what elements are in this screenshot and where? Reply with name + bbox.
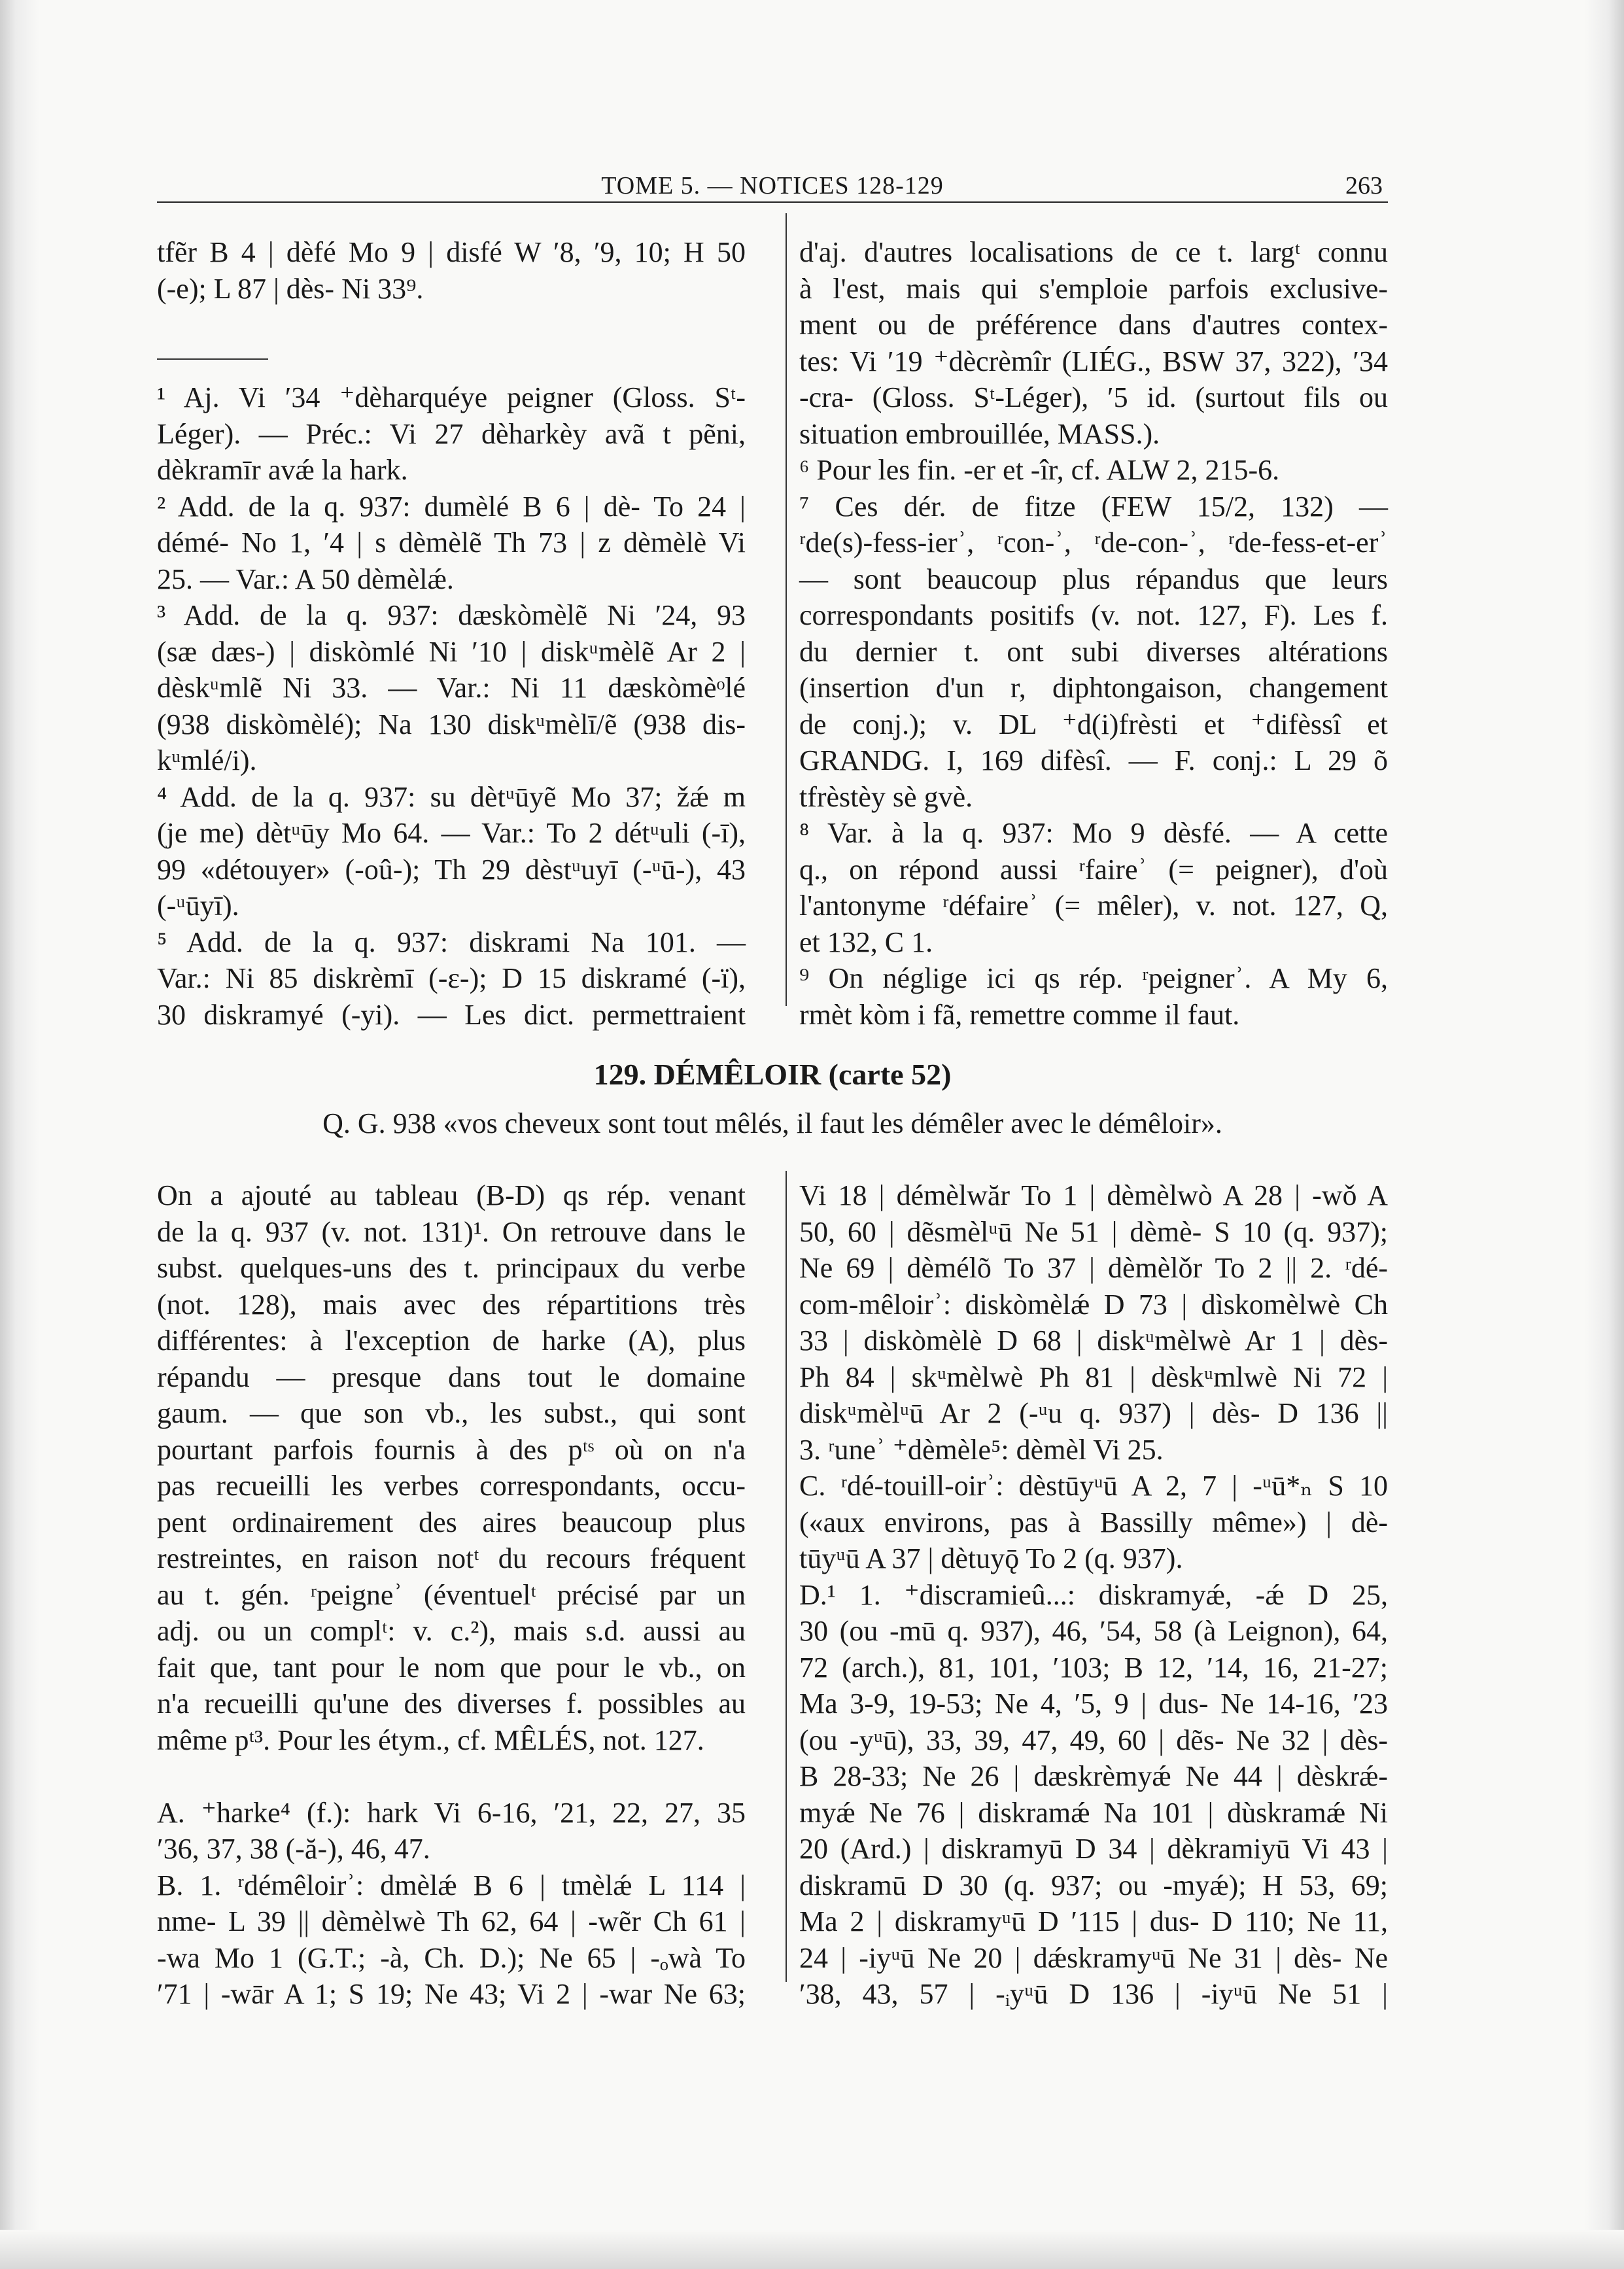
footnote-line: correspondants positifs (v. not. 127, F). Les f. [799, 599, 1388, 631]
running-title: TOME 5. — NOTICES 128-129 [601, 172, 944, 199]
text-line: -cra- (Gloss. Sᵗ-Léger), ʹ5 id. (surtout fils ou [799, 381, 1388, 413]
footnote-line: ʳde(s)-fess-ierʾ, ʳcon-ʾ, ʳde-con-ʾ, ʳde-fess-et-erʾ [799, 527, 1388, 559]
text-line: 30 (ou -mū q. 937), 46, ʹ54, 58 (à Leignon), 64, [799, 1615, 1388, 1647]
column-divider [786, 1171, 787, 1982]
text-line: répandu — presque dans tout le domaine [157, 1360, 746, 1393]
text-line: diskramū D 30 (q. 937; ou -myǽ); H 53, 69; [799, 1869, 1388, 1901]
text-line: tes: Vi ʹ19 ⁺dècrèmîr (LIÉG., BSW 37, 322), ʹ34 [799, 345, 1388, 377]
footnote-line: ⁴ Add. de la q. 937: su dètᵘūyẽ Mo 37; žǽ m [157, 780, 746, 813]
text-line: diskᵘmèlᵘū Ar 2 (-ᵘu q. 937) | dès- D 136 || [799, 1397, 1388, 1429]
footnote-line: kᵘmlé/i). [157, 744, 257, 776]
scan-bottom-edge-shadow [0, 2230, 1624, 2269]
text-line: pas recueilli les verbes correspondants, occu- [157, 1470, 746, 1502]
footnote-line: (je me) dètᵘūy Mo 64. — Var.: To 2 détᵘuli (-ī), [157, 817, 746, 849]
footnote-line: dèkramīr avǽ la hark. [157, 454, 408, 486]
text-line: Ne 69 | dèmélõ To 37 | dèmèlǒr To 2 || 2. ʳdé- [799, 1252, 1388, 1284]
footnote-line: ¹ Aj. Vi ʹ34 ⁺dèharquéye peigner (Gloss. Sᵗ- [157, 381, 746, 413]
text-line: On a ajouté au tableau (B-D) qs rép. venant [157, 1179, 746, 1211]
text-line: tfẽr B 4 | dèfé Mo 9 | disfé W ʹ8, ʹ9, 10; H 50 [157, 236, 746, 268]
footnote-line: et 132, C 1. [799, 926, 933, 958]
text-line: (-e); L 87 | dès- Ni 33⁹. [157, 272, 424, 305]
page-header [157, 169, 1388, 203]
text-line: ʹ36, 37, 38 (-ă-), 46, 47. [157, 1833, 430, 1865]
footnote-line: 30 diskramyé (-yi). — Les dict. permettraient [157, 998, 746, 1031]
text-line: 3. ʳuneʾ ⁺dèmèle⁵: dèmèl Vi 25. [799, 1433, 1164, 1466]
blank-line [157, 1758, 746, 1795]
questionnaire-line: Q. G. 938 «vos cheveux sont tout mêlés, il faut les démêler avec le démêloir». [322, 1107, 1222, 1139]
footnote-line: (938 diskòmèlé); Na 130 diskᵘmèlī/ẽ (938 dis- [157, 708, 746, 740]
footnote-line: ⁷ Ces dér. de fitze (FEW 15/2, 132) — [799, 490, 1388, 523]
footnote-line: du dernier t. ont subi diverses altérations [799, 635, 1388, 668]
footnote-line: (-ᵘūyī). [157, 890, 239, 922]
text-line: pent ordinairement des aires beaucoup plus [157, 1506, 746, 1538]
footnote-line: (insertion d'un r, diphtongaison, changement [799, 672, 1388, 704]
text-line: B. 1. ʳdémêloirʾ: dmèlǽ B 6 | tmèlǽ L 114 | [157, 1869, 746, 1901]
footnote-line: (sæ dæs-) | diskòmlé Ni ʹ10 | diskᵘmèlẽ Ar 2 | [157, 635, 746, 668]
footnote-line: GRANDG. I, 169 difèsî. — F. conj.: L 29 õ [799, 744, 1388, 776]
text-line: même pᵗ³. Pour les étym., cf. MÊLÉS, not. 127. [157, 1723, 704, 1756]
text-line: nme- L 39 || dèmèlwè Th 62, 64 | -wẽr Ch 61 | [157, 1905, 746, 1937]
footnote-line: Var.: Ni 85 diskrèmī (-ɛ-); D 15 diskramé (-ï), [157, 962, 746, 994]
text-line: A. ⁺harke⁴ (f.): hark Vi 6-16, ʹ21, 22, 27, 35 [157, 1796, 746, 1829]
footnote-line: démé- No 1, ʹ4 | s dèmèlẽ Th 73 | z dèmèlè Vi [157, 527, 746, 559]
footnote-line: ⁶ Pour les fin. -er et -îr, cf. ALW 2, 215-6. [799, 454, 1280, 486]
text-line: 33 | diskòmèlè D 68 | diskᵘmèlwè Ar 1 | dès- [799, 1325, 1388, 1357]
page-number: 263 [1345, 172, 1383, 199]
text-line: -wa Mo 1 (G.T.; -à, Ch. D.); Ne 65 | -ₒwà To [157, 1941, 746, 1974]
text-line: à l'est, mais qui s'emploie parfois exclusive- [799, 272, 1388, 305]
footnote-line: tfrèstèy sè gvè. [799, 780, 973, 813]
text-line: («aux environs, pas à Bassilly même») | dè- [799, 1506, 1388, 1538]
text-line: au t. gén. ʳpeigneʾ (éventuelᵗ précisé par un [157, 1578, 746, 1611]
footnote-line: rmèt kòm i fã, remettre comme il faut. [799, 998, 1240, 1031]
text-line: B 28-33; Ne 26 | dæskrèmyǽ Ne 44 | dèskrǽ- [799, 1760, 1388, 1792]
notice-heading: 129. DÉMÊLOIR (carte 52) [593, 1058, 952, 1091]
footnote-line: ² Add. de la q. 937: dumèlé B 6 | dè- To 24 | [157, 490, 746, 523]
footnote-line: 99 «détouyer» (-oû-); Th 29 dèstᵘuyī (-ᵘū-), 43 [157, 853, 746, 886]
footnote-line: — sont beaucoup plus répandus que leurs [799, 563, 1388, 595]
text-line: com-mêloirʾ: diskòmèlǽ D 73 | dìskomèlwè Ch [799, 1288, 1388, 1321]
text-line: 24 | -iyᵘū Ne 20 | dǽskramyᵘū Ne 31 | dès- Ne [799, 1941, 1388, 1974]
footnote-rule [157, 358, 268, 360]
text-line: (ou -yᵘū), 33, 39, 47, 49, 60 | dẽs- Ne 32 | dès- [799, 1723, 1388, 1756]
text-line: tūyᵘū A 37 | dètuyǭ To 2 (q. 937). [799, 1542, 1183, 1574]
footnote-line: de conj.); v. DL ⁺d(i)frèsti et ⁺difèssî et [799, 708, 1388, 740]
text-line: subst. quelques-uns des t. principaux du verbe [157, 1252, 746, 1284]
text-line: (not. 128), mais avec des répartitions très [157, 1288, 746, 1321]
scan-right-edge-shadow [1585, 0, 1624, 2269]
footnote-line: Léger). — Préc.: Vi 27 dèharkèy avã t pẽni, [157, 417, 746, 450]
text-line: fait que, tant pour le nom que pour le vb., on [157, 1651, 746, 1684]
footnote-line: ⁹ On néglige ici qs rép. ʳpeignerʾ. A My 6, [799, 962, 1388, 994]
right-column-top [799, 234, 1388, 1033]
footnote-line: 25. — Var.: A 50 dèmèlǽ. [157, 563, 454, 595]
text-line: 50, 60 | dẽsmèlᵘū Ne 51 | dèmè- S 10 (q. 937); [799, 1215, 1388, 1248]
text-line: différentes: à l'exception de harke (A), plus [157, 1325, 746, 1357]
footnote-line: dèskᵘmlẽ Ni 33. — Var.: Ni 11 dæskòmèᵒlé [157, 672, 746, 704]
text-line: restreintes, en raison notᵗ du recours fréquent [157, 1542, 746, 1574]
text-line: Ma 2 | diskramyᵘū D ʹ115 | dus- D 110; Ne 11, [799, 1905, 1388, 1937]
text-line: ment ou de préférence dans d'autres contex- [799, 309, 1388, 341]
footnote-line: ⁵ Add. de la q. 937: diskrami Na 101. — [157, 926, 746, 958]
text-line: pourtant parfois fournis à des pᵗˢ où on n'a [157, 1433, 746, 1466]
text-line: Ph 84 | skᵘmèlwè Ph 81 | dèskᵘmlwè Ni 72 | [799, 1360, 1388, 1393]
text-line: myǽ Ne 76 | diskramǽ Na 101 | dùskramǽ Ni [799, 1796, 1388, 1829]
text-line: adj. ou un complᵗ: v. c.²), mais s.d. aussi au [157, 1615, 746, 1647]
text-line: ʹ38, 43, 57 | -ᵢyᵘū D 136 | -iyᵘū Ne 51 | [799, 1978, 1388, 2010]
text-line: Ma 3-9, 19-53; Ne 4, ʹ5, 9 | dus- Ne 14-16, ʹ23 [799, 1688, 1388, 1720]
left-column-top [157, 234, 746, 307]
footnote-line: l'antonyme ʳdéfaireʾ (= mêler), v. not. 127, Q, [799, 890, 1388, 922]
text-line: d'aj. d'autres localisations de ce t. largᵗ connu [799, 236, 1388, 268]
text-line: de la q. 937 (v. not. 131)¹. On retrouve dans le [157, 1215, 746, 1248]
footnotes-left [157, 379, 746, 1033]
text-line: ʹ71 | -wār A 1; S 19; Ne 43; Vi 2 | -war Ne 63; [157, 1978, 746, 2010]
text-line: n'a recueilli qu'une des diverses f. possibles au [157, 1688, 746, 1720]
footnote-line: ⁸ Var. à la q. 937: Mo 9 dèsfé. — A cette [799, 817, 1388, 849]
text-line: 72 (arch.), 81, 101, ʹ103; B 12, ʹ14, 16, 21-27; [799, 1651, 1388, 1684]
footnote-line: ³ Add. de la q. 937: dæskòmèlẽ Ni ʹ24, 93 [157, 599, 746, 631]
text-line: 20 (Ard.) | diskramyū D 34 | dèkramiyū Vi 43 | [799, 1833, 1388, 1865]
column-divider [786, 213, 787, 1006]
footnote-line: q., on répond aussi ʳfaireʾ (= peigner), d'où [799, 853, 1388, 886]
right-column-bottom [799, 1177, 1388, 2013]
text-line: situation embrouillée, MASS.). [799, 417, 1160, 450]
text-line: Vi 18 | démèlwăr To 1 | dèmèlwò A 28 | -wǒ A [799, 1179, 1388, 1211]
text-line: gaum. — que son vb., les subst., qui sont [157, 1397, 746, 1429]
scan-left-edge-shadow [0, 0, 39, 2269]
text-line: D.¹ 1. ⁺discramieû...: diskramyǽ, -ǽ D 25, [799, 1578, 1388, 1611]
text-line: C. ʳdé-touill-oirʾ: dèstūyᵘū A 2, 7 | -ᵘū*ₙ S 10 [799, 1470, 1388, 1502]
left-column-bottom [157, 1177, 746, 2013]
